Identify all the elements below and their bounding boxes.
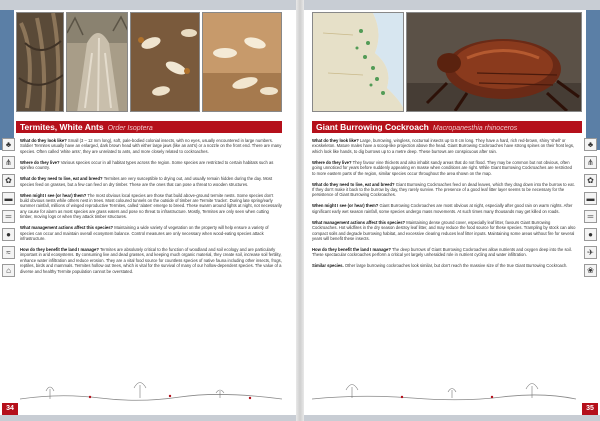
soil-icon: ▬ [584,192,597,205]
paragraph [20,138,282,154]
question-heading: What do they need to live, eat and breed? [312,181,395,187]
question-heading: What do they need to live, eat and breed? [20,176,103,182]
answer-text: The deep burrows of Giant Burrowing Cockroaches allow nutrients and oxygen deep into the soil. These spectacular cockroaches perform a critical yet largely unheralded role in nutrient cycling and water infiltration. [312,247,572,258]
paragraph [312,203,576,214]
species-text [20,138,282,280]
species-title: Termites, White Ants [20,122,104,132]
question-heading: When might I see (or hear) them? [20,192,87,198]
rock-icon: ● [584,228,597,241]
answer-text: Small (3 – 12 mm long), soft, pale-bodied colonial insects, with no eyes, usually encountered in large numbers. Soldier Termites usually have an enlarged, dark brown head with either large jaws (like an ant's) or a nozzle on the front end. There are many species. Often called 'white ants', they are unrelated to ants, and more closely related to cockroaches. [20,138,282,154]
book-gutter [296,0,304,421]
answer-text: Termites are absolutely critical to the function of woodland and soil ecology and are particularly important in arid ecosystems. By consuming live and dead grasses, and keeping much organic material, they create soil, increase soil fertility, enhance water infiltration and reduce erosion. They are a vital food source for countless species of native fauna including other insects, frogs, reptiles, birds and mammals. Termites hollow out trees, which is vital for the survival of many of our hollow-dependent species. The value of a diverse and healthy Termite population cannot be overstated. [20,247,282,274]
species-text [312,138,576,274]
paragraph [20,193,282,220]
shrub-icon: ✿ [584,174,597,187]
species-latin-name: Macropanesthia rhinoceros [432,125,518,132]
species-title-bar [16,121,282,133]
question-heading: What management actions affect this species? [20,225,114,231]
question-heading: What do they look like? [312,138,359,143]
rock-icon: ● [2,228,15,241]
answer-text: Various species occur in all habitat types across the region. Some species are restricted to certain habitats such as spinifex country. [20,159,274,171]
species-latin-name: Order Isoptera [107,125,153,132]
paragraph [20,160,282,171]
species-title: Giant Burrowing Cockroach [316,122,429,132]
paragraph [312,160,576,176]
paw-icon: ❀ [584,264,597,277]
top-band [0,0,296,10]
log-icon: ═ [584,210,597,223]
question-heading: When might I see (or hear) them? [312,203,379,209]
question-heading: How do they benefit the land I manage? [20,247,99,253]
answer-text: Maintaining a wide variety of vegetation on the property will help ensure a variety of species can occur and maintain overall ecosystem balance. Control measures are only necessary when wood-eating species attack infrastructure. [20,225,269,242]
answer-text: Giant Burrowing Cockroaches are most obvious at night, especially after good rain on warm nights. After significant early wet season rainfall, some species undergo mass movements. At such times many thousands may get killed on roads. [312,203,573,214]
paragraph [20,176,282,187]
termite-mound-photo [16,12,64,112]
paragraph [312,220,576,242]
answer-text: Giant Burrowing Cockroaches feed on dead leaves, which they drag down into the burrow to eat. If they don't make it back to the burrow by day, they rarely survive. The presence of a good leaf litter layer seems to be necessary for the persistence of Giant Burrowing Cockroaches. [312,181,575,198]
answer-text: Other large burrowing cockroaches look similar, but don't reach the massive size of the true Giant Burrowing Cockroach. [343,263,568,269]
paragraph [20,225,282,241]
answer-text: They favour vine thickets and also inhabit sandy areas that do not flood. They may be common but not obvious, often going unnoticed for years before suddenly appearing en masse when conditions are right. While Giant Burrowing Cockroaches are restricted to more eastern parts of the region, similar species occur throughout the area shown on the map. [312,159,572,176]
page-number: 35 [582,403,598,415]
side-band [586,10,600,150]
paragraph [312,182,576,198]
termite-nest-photo [66,12,128,112]
water-icon: ≈ [2,246,15,259]
answer-text: Large, burrowing, wingless, nocturnal insects up to 8 cm long. They have a hard, rich red-brown, shiny 'shell' or exoskeleton. Mature males have a scoop-like projection above the head. Giant Burrowing Cockroaches have strong spines on their front legs, which look like hands, to dig burrows up to a metre deep. These burrows are conspicuous after rain. [312,138,575,154]
grass-icon: ⋔ [2,156,15,169]
footer-landscape-illustration [312,377,576,403]
giant-cockroach-photo [406,12,582,112]
bottom-band [304,415,600,421]
shrub-icon: ✿ [2,174,15,187]
left-page [0,0,296,421]
habitat-icon-column [584,138,598,282]
side-band [0,10,14,150]
question-heading: Where do they live? [20,159,60,165]
answer-text: Termites are very susceptible to drying out, and usually remain hidden during the day. Most species feed on grasses, but a few can feed on dry timber. These are the ones that can pose a threat to wooden structures. [20,176,273,187]
answer-text: The most obvious local species are those that build above-ground termite nests. Some species don't build obvious nests while others nest in trees. Most coloured tunnels on the outside of timber are Termite 'tracks'. During late spring/early summer rainfall, millions of winged reproductive Termites, called 'alates' emerge to breed. These swarm around lights at night, not necessarily any cause for alarm as most species are grass eaters and pose no threat to infrastructure. Mostly, Termites are only seen when cutting timber, moving logs or when they attack timber structures. [20,192,282,220]
top-band [304,0,600,10]
question-heading: What management actions affect this species? [312,219,406,225]
paragraph [20,247,282,274]
distribution-map [312,12,404,112]
termites-closeup-photo [130,12,200,112]
paragraph [312,247,576,258]
paragraph [312,138,576,154]
answer-text: Maintaining dense ground cover, especially leaf litter, favours Giant Burrowing Cockroaches. Hot wildfires in the dry season destroy leaf litter, and may reduce the food source for these species. Trampling by stock can also compact soils and degrade burrowing habitat, and excessive clearing reduces leaf litter inputs. Maintaining some areas without fire for several years will benefit these insects. [312,219,576,242]
house-icon: ⌂ [2,264,15,277]
question-heading: Where do they live? [312,159,352,165]
grass-icon: ⋔ [584,156,597,169]
bottom-band [0,415,296,421]
soil-icon: ▬ [2,192,15,205]
tree-icon: ♣ [2,138,15,151]
log-icon: ═ [2,210,15,223]
question-heading: Similar species. [312,263,344,269]
page-number: 34 [2,403,18,415]
paragraph [312,263,576,268]
tree-icon: ♣ [584,138,597,151]
right-page [304,0,600,421]
habitat-icon-column [2,138,16,282]
species-title-bar [312,121,582,133]
bird-icon: ✈ [584,246,597,259]
termite-workers-photo [202,12,282,112]
question-heading: How do they benefit the land I manage? [312,247,391,253]
footer-landscape-illustration [20,377,282,403]
question-heading: What do they look like? [20,138,67,143]
